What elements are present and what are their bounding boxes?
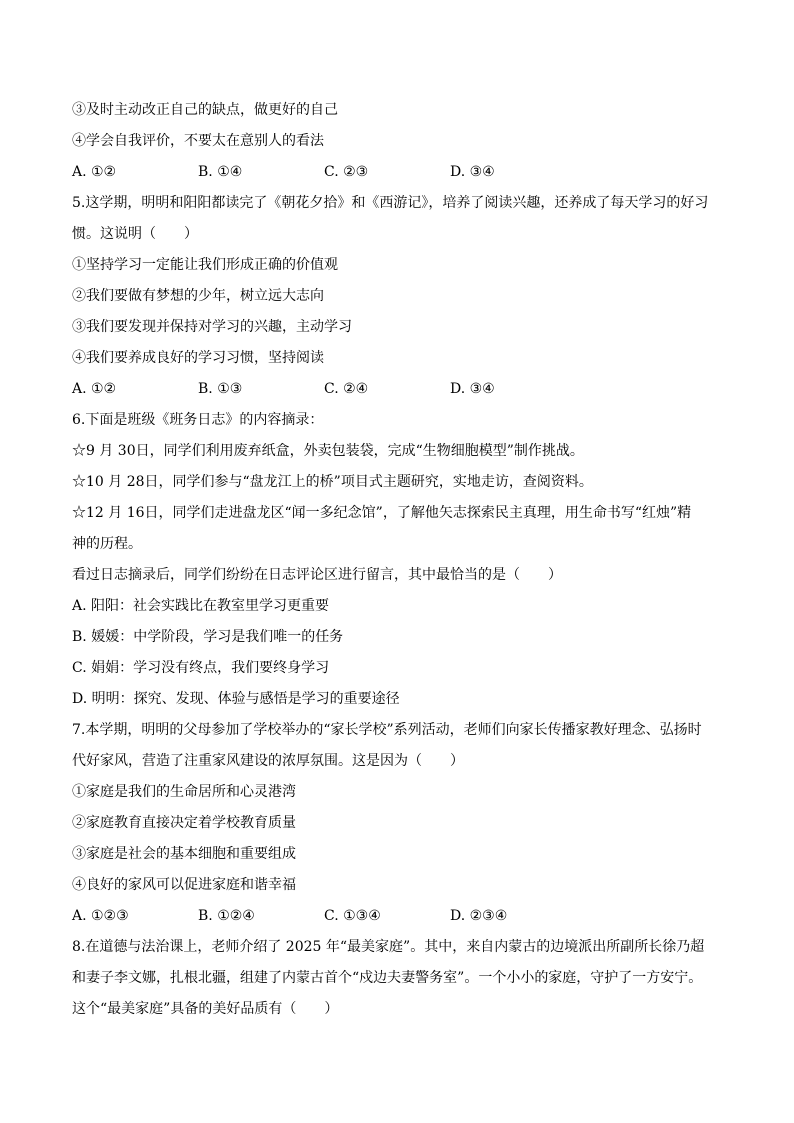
answer-options [72, 901, 732, 932]
option-d: D. ③④ [450, 164, 495, 180]
option-b: B. ①④ [198, 164, 243, 180]
option-d: D. ②③④ [450, 908, 508, 924]
statement-1: ①家庭是我们的生命居所和心灵港湾 [72, 784, 296, 800]
answer-options [72, 157, 732, 188]
option-c: C. ②③ [324, 164, 369, 180]
statement-2: ②家庭教育直接决定着学校教育质量 [72, 815, 296, 831]
option-d: D. 明明：探究、发现、体验与感悟是学习的重要途径 [72, 691, 400, 707]
option-a: A. ①② [72, 381, 117, 397]
question-6-stem: 6.下面是班级《班务日志》的内容摘录： [72, 412, 324, 428]
log-entry-1: ☆9 月 30日，同学们利用废弃纸盒，外卖包装袋，完成“生物细胞模型”制作挑战。 [72, 443, 584, 459]
statement-3: ③家庭是社会的基本细胞和重要组成 [72, 846, 296, 862]
statement-4: ④良好的家风可以促进家庭和谐幸福 [72, 877, 296, 893]
question-8-stem: 8.在道德与法治课上，老师介绍了 2025 年“最美家庭”。其中，来自内蒙古的边境派出所副所长徐乃超 [72, 939, 705, 955]
log-entry-2: ☆10 月 28日，同学们参与“盘龙江上的桥”项目式主题研究，实地走访，查阅资料。 [72, 474, 593, 490]
statement-1: ①坚持学习一定能让我们形成正确的价值观 [72, 257, 338, 273]
question-5-stem-cont: 惯。这说明（ ） [72, 226, 198, 242]
log-entry-3: ☆12 月 16日，同学们走进盘龙区“闻一多纪念馆”，了解他矢志探索民主真理，用生命书写“红烛”精 [72, 505, 692, 521]
statement-3: ③及时主动改正自己的缺点，做更好的自己 [72, 102, 338, 118]
statement-3: ③我们要发现并保持对学习的兴趣，主动学习 [72, 319, 352, 335]
option-b: B. ①②④ [198, 908, 255, 924]
question-8-prompt: 这个“最美家庭”具备的美好品质有（ ） [72, 1001, 339, 1017]
statement-4: ④学会自我评价，不要太在意别人的看法 [72, 133, 324, 149]
option-c: C. 娟娟：学习没有终点，我们要终身学习 [72, 660, 330, 676]
question-6-prompt: 看过日志摘录后，同学们纷纷在日志评论区进行留言，其中最恰当的是（ ） [72, 567, 562, 583]
question-7-stem: 7.本学期，明明的父母参加了学校举办的“家长学校”系列活动，老师们向家长传播家教好理念、弘扬时 [72, 722, 702, 738]
option-d: D. ③④ [450, 381, 495, 397]
option-a: A. 阳阳：社会实践比在教室里学习更重要 [72, 598, 330, 614]
answer-options [72, 374, 732, 405]
statement-2: ②我们要做有梦想的少年，树立远大志向 [72, 288, 324, 304]
option-c: C. ②④ [324, 381, 369, 397]
option-b: B. 媛媛：中学阶段，学习是我们唯一的任务 [72, 629, 344, 645]
question-8-stem-cont: 和妻子李文娜，扎根北疆，组建了内蒙古首个“戍边夫妻警务室”。一个小小的家庭，守护了一方安宁。 [72, 970, 703, 986]
exam-page [72, 95, 732, 1025]
option-b: B. ①③ [198, 381, 243, 397]
question-5-stem: 5.这学期，明明和阳阳都读完了《朝花夕拾》和《西游记》，培养了阅读兴趣，还养成了每天学习的好习 [72, 195, 709, 211]
option-c: C. ①③④ [324, 908, 381, 924]
question-7-stem-cont: 代好家风，营造了注重家风建设的浓厚氛围。这是因为（ ） [72, 753, 464, 769]
option-a: A. ①②③ [72, 908, 129, 924]
statement-4: ④我们要养成良好的学习习惯，坚持阅读 [72, 350, 324, 366]
log-entry-3-cont: 神的历程。 [72, 536, 142, 552]
option-a: A. ①② [72, 164, 117, 180]
